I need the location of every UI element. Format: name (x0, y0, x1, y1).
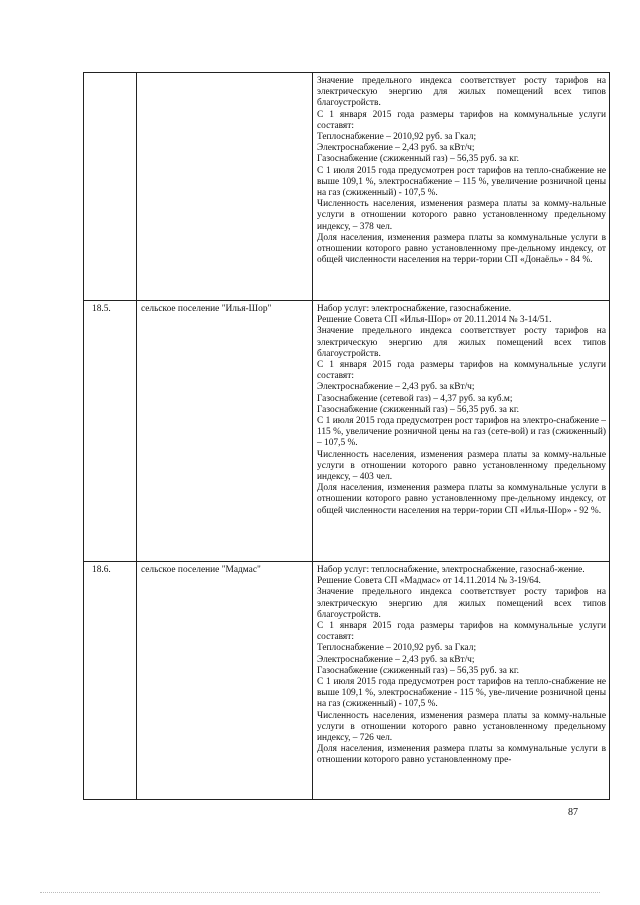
paragraph: С 1 января 2015 года размеры тарифов на коммунальные услуги составят: (317, 621, 606, 643)
paragraph: Решение Совета СП «Мадмас» от 14.11.2014 № 3-19/64. (317, 576, 541, 587)
paragraph: Набор услуг: теплоснабжение, электроснабжение, газоснаб-жение. (317, 565, 585, 575)
paragraph: Газоснабжение (сетевой газ) – 4,37 руб. за куб.м; (317, 393, 513, 404)
row-number-cell: 18.6. (84, 562, 137, 800)
paragraph: Численность населения, изменения размера платы за комму-нальные услуги в отношении которого равно установленному предельному индексу, – 726 чел. (317, 710, 606, 744)
description-cell (313, 301, 610, 562)
paragraph: Доля населения, изменения размера платы за коммунальные услуги в отношении которого равно установленному пре- (317, 744, 606, 766)
paragraph: Доля населения, изменения размера платы за коммунальные услуги в отношении которого равно установленному пре-дельному индексу, от общей численности населения на терри-тории СП «Донаёль» - 84 %. (317, 232, 606, 266)
paragraph: С 1 июля 2015 года предусмотрен рост тарифов на электро-снабжение – 115 %, увеличение розничной цены на газ (сете-вой) и газ (сжиженный) – 107,5 %. (317, 416, 606, 449)
scan-edge-divider (40, 892, 600, 893)
table-row (84, 562, 610, 800)
table-row (84, 301, 610, 562)
paragraph: Решение Совета СП «Илья-Шор» от 20.11.2014 № 3-14/51. (317, 315, 552, 326)
paragraph: Электроснабжение – 2,43 руб. за кВт/ч; (317, 382, 475, 393)
settlement-name-cell: сельское поселение "Илья-Шор" (137, 301, 313, 562)
paragraph: Значение предельного индекса соответствует росту тарифов на электрическую энергию для жилых помещений всех типов благоустройств. (317, 326, 606, 359)
paragraph: С 1 июля 2015 года предусмотрен рост тарифов на тепло-снабжение не выше 109,1 %, электроснабжение – 115 %, увеличение розничной цены на газ (сжиженный) - 107,5 %. (317, 165, 606, 199)
settlement-name-cell: сельское поселение "Мадмас" (137, 562, 313, 800)
paragraph: Набор услуг: электроснабжение, газоснабжение. (317, 304, 512, 314)
settlements-table (83, 72, 610, 800)
paragraph: Теплоснабжение – 2010,92 руб. за Гкал; (317, 643, 477, 654)
paragraph: Доля населения, изменения размера платы за коммунальные услуги в отношении которого равно установленному пре-дельному индексу, от общей численности населения на терри-тории СП «Илья-Шор» - 92 %. (317, 483, 606, 516)
paragraph: Электроснабжение – 2,43 руб. за кВт/ч; (317, 143, 475, 154)
paragraph: Электроснабжение – 2,43 руб. за кВт/ч; (317, 654, 475, 665)
row-number-cell: 18.5. (84, 301, 137, 562)
paragraph: Значение предельного индекса соответствует росту тарифов на электрическую энергию для жилых помещений всех типов благоустройств. (317, 587, 606, 620)
paragraph: С 1 января 2015 года размеры тарифов на коммунальные услуги составят: (317, 360, 606, 382)
page-number: 87 (568, 807, 578, 818)
paragraph: Теплоснабжение – 2010,92 руб. за Гкал; (317, 132, 477, 143)
paragraph: Газоснабжение (сжиженный газ) – 56,35 руб. за кг. (317, 665, 519, 676)
paragraph: С 1 июля 2015 года предусмотрен рост тарифов на тепло-снабжение не выше 109,1 %, электроснабжение - 115 %, уве-личение розничной цены на газ (сжиженный) - 107,5 %. (317, 677, 606, 710)
settlement-name-cell (137, 73, 313, 301)
table-row (84, 73, 610, 301)
paragraph: Численность населения, изменения размера платы за комму-нальные услуги в отношении которого равно установленному предельному индексу, – 403 чел. (317, 449, 606, 483)
paragraph: С 1 января 2015 года размеры тарифов на коммунальные услуги составят: (317, 109, 606, 131)
description-cell (313, 562, 610, 800)
row-number-cell (84, 73, 137, 301)
paragraph: Газоснабжение (сжиженный газ) – 56,35 руб. за кг. (317, 154, 519, 165)
description-cell (313, 73, 610, 301)
paragraph: Численность населения, изменения размера платы за комму-нальные услуги в отношении которого равно установленному предельному индексу, – 378 чел. (317, 199, 606, 232)
paragraph: Значение предельного индекса соответствует росту тарифов на электрическую энергию для жилых помещений всех типов благоустройств. (317, 76, 606, 109)
paragraph: Газоснабжение (сжиженный газ) – 56,35 руб. за кг. (317, 404, 519, 415)
